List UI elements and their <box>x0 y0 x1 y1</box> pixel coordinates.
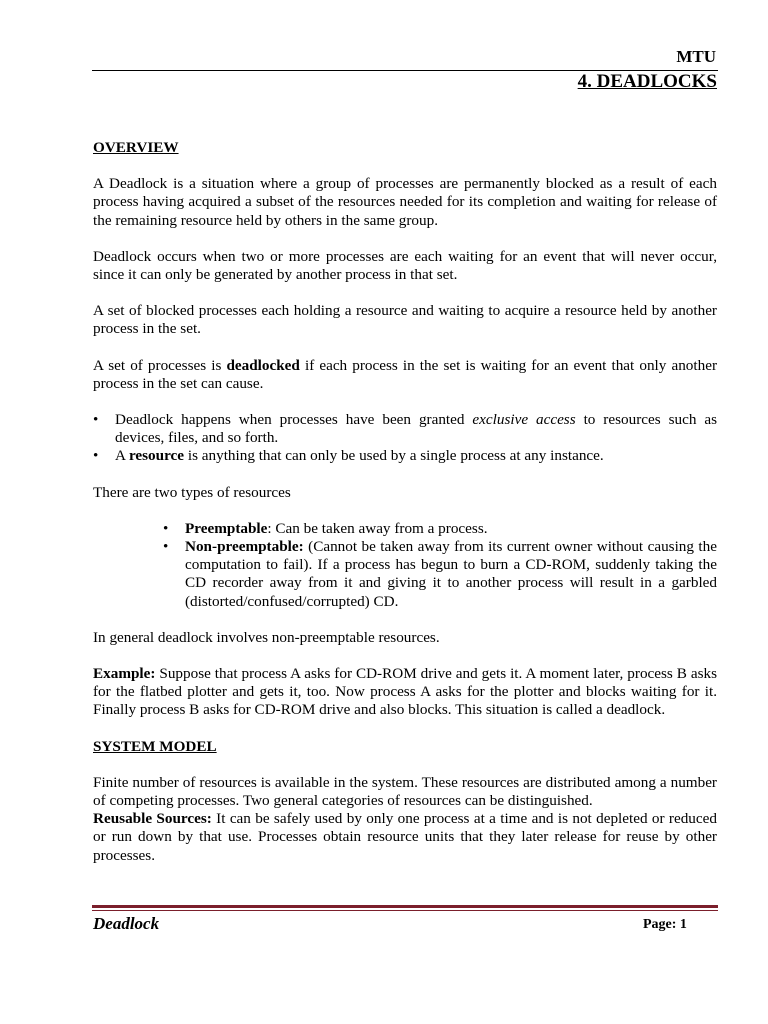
system-model-heading: SYSTEM MODEL <box>93 737 217 755</box>
bold-term-resource: resource <box>128 447 185 465</box>
text-run: is anything that can only be used by a single process at any instance. <box>184 447 604 465</box>
text-run: A <box>115 447 129 465</box>
bold-term-reusable-sources: Reusable Sources: <box>93 810 212 828</box>
document-body <box>93 139 717 865</box>
bold-term-preemptable: Preemptable <box>185 519 268 537</box>
text-run: Suppose that process A asks for CD-ROM drive and gets it. A moment later, process B asks for the flatbed plotter and gets it, too. Now process A asks for the plotter and blocks waiting for it. Finally process B asks for CD-ROM drive and also blocks. This situation is called a deadlock. <box>93 665 717 719</box>
header-org: MTU <box>676 47 716 66</box>
reusable-sources-paragraph <box>93 810 717 865</box>
footer-rule-thin <box>92 910 718 911</box>
overview-heading: OVERVIEW <box>93 139 179 156</box>
bullet-item-preemptable <box>163 520 717 538</box>
text-run: Deadlock happens when processes have been granted <box>115 411 473 429</box>
resource-types-intro: There are two types of resources <box>93 483 291 501</box>
bold-term-deadlocked: deadlocked <box>226 356 300 374</box>
overview-paragraph-3: A set of blocked processes each holding a resource and waiting to acquire a resource held by another process in the set. <box>93 302 717 338</box>
overview-paragraph-1: A Deadlock is a situation where a group of processes are permanently blocked as a result of each process having acquired a subset of the resources needed for its completion and waiting for release of the remaining resource held by others in the same group. <box>93 175 717 229</box>
text-run: to resources such as devices, files, and so forth. <box>115 411 717 447</box>
overview-bullet-list <box>93 411 717 466</box>
overview-paragraph-2: Deadlock occurs when two or more processes are each waiting for an event that will never occur, since it can only be generated by another process in that set. <box>93 247 717 284</box>
footer-section-name: Deadlock <box>93 914 160 933</box>
general-statement: In general deadlock involves non-preemptable resources. <box>93 628 440 646</box>
overview-paragraph-4 <box>93 357 717 393</box>
system-model-paragraph: Finite number of resources is available in the system. These resources are distributed among a number of competing processes. Two general categories of resources can be distinguished. <box>93 773 717 810</box>
text-run: if each process in the set is waiting for an event that only another process in the set can cause. <box>93 356 717 392</box>
text-run: : Can be taken away from a process. <box>267 519 488 537</box>
chapter-title: 4. DEADLOCKS <box>577 71 717 92</box>
footer-page-number: Page: 1 <box>643 917 687 932</box>
italic-term: exclusive access <box>472 411 576 429</box>
bullet-item-non-preemptable <box>163 538 717 611</box>
text-run: A set of processes is <box>93 356 227 374</box>
bullet-item-exclusive-access <box>93 411 717 447</box>
bullet-item-resource <box>93 447 717 465</box>
text-run: It can be safely used by only one process at a time and is not depleted or reduced or run down by that use. Processes obtain resource units that they later release for reuse by other processes. <box>93 810 717 864</box>
bold-term-example: Example: <box>93 665 156 683</box>
resource-types-list <box>163 520 717 611</box>
text-run: (Cannot be taken away from its current owner without causing the computation to fail). If a process has begun to burn a CD-ROM, suddenly taking the CD recorder away from it and giving it to another process will result in a garbled (distorted/confused/corrupted) CD. <box>185 538 717 610</box>
example-paragraph <box>93 665 717 720</box>
bold-term-non-preemptable: Non-preemptable: <box>185 538 304 556</box>
footer-rule-thick <box>92 905 718 908</box>
